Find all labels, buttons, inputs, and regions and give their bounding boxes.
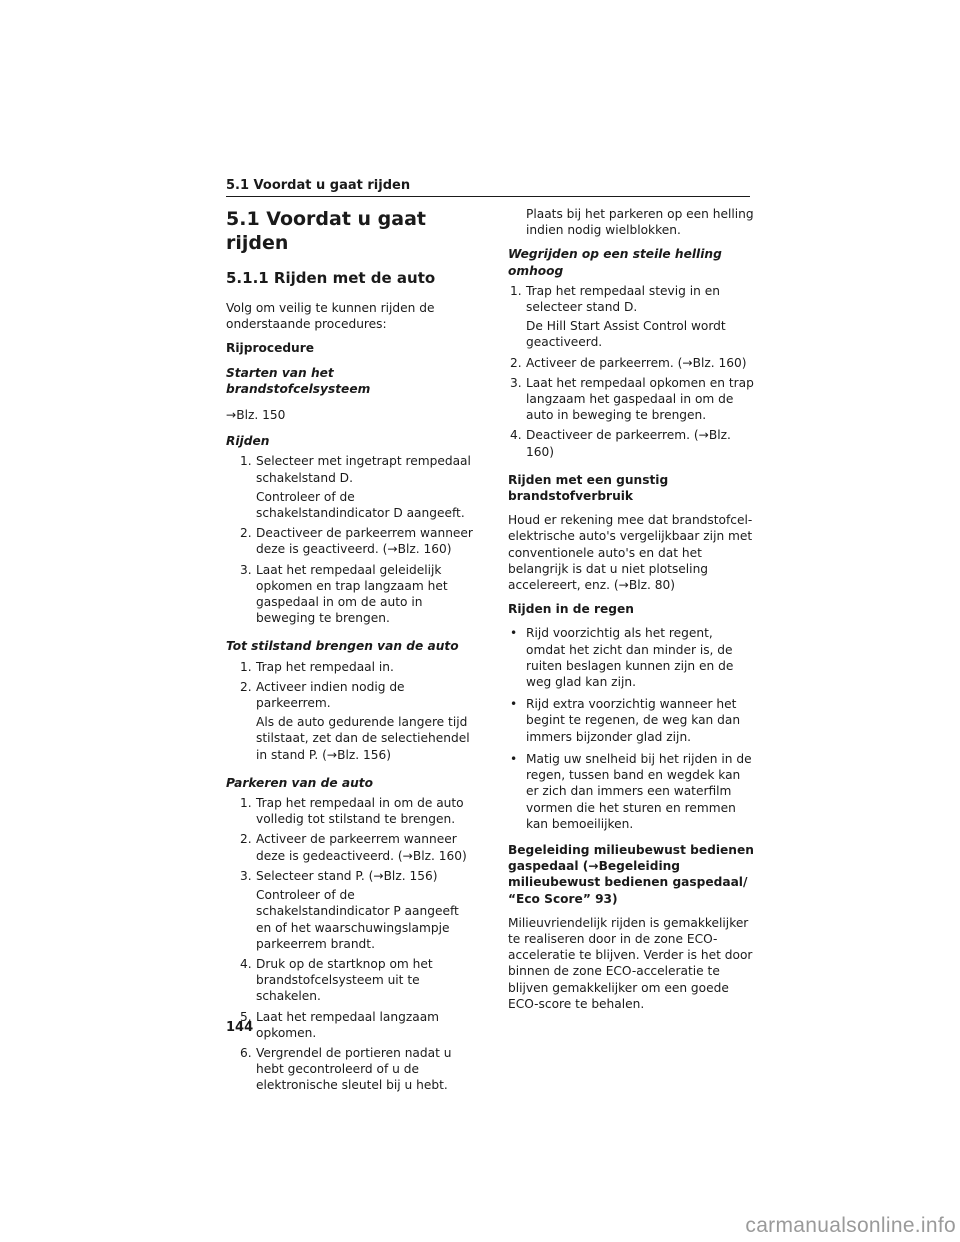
section-title: 5.1 Voordat u gaat rijden xyxy=(226,208,427,254)
list-item: 4. Druk op de startknop om het brandstofcelsysteem uit te schakelen. xyxy=(240,956,433,1004)
right-column xyxy=(508,206,754,1020)
list-item: 6. Vergrendel de portieren nadat u hebt gecontroleerd of u de elektronische sleutel bij u hebt. xyxy=(240,1045,452,1093)
list-item: • Rijd extra voorzichtig wanneer het begint te regenen, de weg kan dan immers bijzonder glad zijn. xyxy=(510,697,741,744)
list-item: • Matig uw snelheid bij het rijden in de regen, tussen band en wegdek kan er zich dan immers een waterfilm vormen die het sturen en remmen kan bemoeilijken. xyxy=(510,751,752,831)
list-item: 3. Laat het rempedaal geleidelijk opkomen en trap langzaam het gaspedaal in om de auto in beweging te brengen. xyxy=(240,562,448,626)
wegrijden-heading: Wegrijden op een steile helling omhoog xyxy=(508,247,722,278)
intro-text: Volg om veilig te kunnen rijden de onderstaande procedures: xyxy=(226,301,435,332)
list-item: 2. Activeer indien nodig de parkeerrem. Als de auto gedurende langere tijd stilstaat, zet dan de selectiehendel in stand P. (→Blz. 156) xyxy=(240,679,470,762)
list-item: 1. Trap het rempedaal stevig in en selecteer stand D. De Hill Start Assist Control wordt geactiveerd. xyxy=(510,283,726,350)
list-item: 3. Laat het rempedaal opkomen en trap langzaam het gaspedaal in om de auto in beweging te brengen. xyxy=(510,375,754,423)
rijden-steps xyxy=(226,453,474,626)
running-header: 5.1 Voordat u gaat rijden xyxy=(226,178,750,197)
list-item: 1. Trap het rempedaal in. xyxy=(240,659,394,674)
list-item: • Rijd voorzichtig als het regent, omdat het zicht dan minder is, de ruiten beslagen kunnen zijn en de weg glad kan zijn. xyxy=(510,626,734,690)
parkeren-continued: Plaats bij het parkeren op een helling indien nodig wielblokken. xyxy=(526,207,754,238)
list-item: 4. Deactiveer de parkeerrem. (→Blz. 160) xyxy=(510,428,731,459)
zuinig-text: Houd er rekening mee dat brandstofcel-elektrische auto's vergelijkbaar zijn met conventionele auto's en dat het belangrijk is dat u niet plotseling accelereert, enz. (→Blz. 80) xyxy=(508,513,753,593)
list-item: 2. Activeer de parkeerrem wanneer deze is gedeactiveerd. (→Blz. 160) xyxy=(240,832,467,863)
eco-text: Milieuvriendelijk rijden is gemakkelijker te realiseren door in de zone ECO-acceleratie te blijven. Verder is het door binnen de zone ECO-acceleratie te blijven gemakkelijker om een goede ECO-score te behalen. xyxy=(508,915,753,1011)
list-item: 1. Selecteer met ingetrapt rempedaal schakelstand D. Controleer of de schakelstandindicator D aangeeft. xyxy=(240,454,471,521)
starten-ref: →Blz. 150 xyxy=(226,408,286,423)
wegrijden-steps xyxy=(508,283,754,460)
parkeren-heading: Parkeren van de auto xyxy=(226,775,373,790)
list-item: 1. Trap het rempedaal in om de auto volledig tot stilstand te brengen. xyxy=(240,796,464,827)
parkeren-steps xyxy=(226,795,474,1093)
list-item: 5. Laat het rempedaal langzaam opkomen. xyxy=(240,1009,440,1040)
regen-bullets xyxy=(508,625,754,831)
rijprocedure-heading: Rijprocedure xyxy=(226,341,315,356)
rijden-heading: Rijden xyxy=(226,434,270,449)
stilstand-steps xyxy=(226,659,474,763)
starten-heading: Starten van het brandstofcelsysteem xyxy=(226,365,371,396)
list-item: 2. Deactiveer de parkeerrem wanneer deze is geactiveerd. (→Blz. 160) xyxy=(240,526,473,557)
regen-heading: Rijden in de regen xyxy=(508,602,634,617)
zuinig-heading: Rijden met een gunstig brandstofverbruik xyxy=(508,472,669,504)
list-item: 2. Activeer de parkeerrem. (→Blz. 160) xyxy=(510,355,747,370)
watermark: carmanualsonline.info xyxy=(745,1214,956,1237)
subsection-title: 5.1.1 Rijden met de auto xyxy=(226,269,436,287)
page-number: 144 xyxy=(226,1020,254,1035)
eco-heading: Begeleiding milieubewust bedienen gaspedaal (→Begeleiding milieubewust bedienen gaspedaal/ “Eco Score” 93) xyxy=(508,842,754,906)
stilstand-heading: Tot stilstand brengen van de auto xyxy=(226,639,459,654)
list-item: 3. Selecteer stand P. (→Blz. 156) Controleer of de schakelstandindicator P aangeeft en of het waarschuwingslampje parkeerrem brandt. xyxy=(240,868,459,951)
left-column xyxy=(226,206,474,1106)
